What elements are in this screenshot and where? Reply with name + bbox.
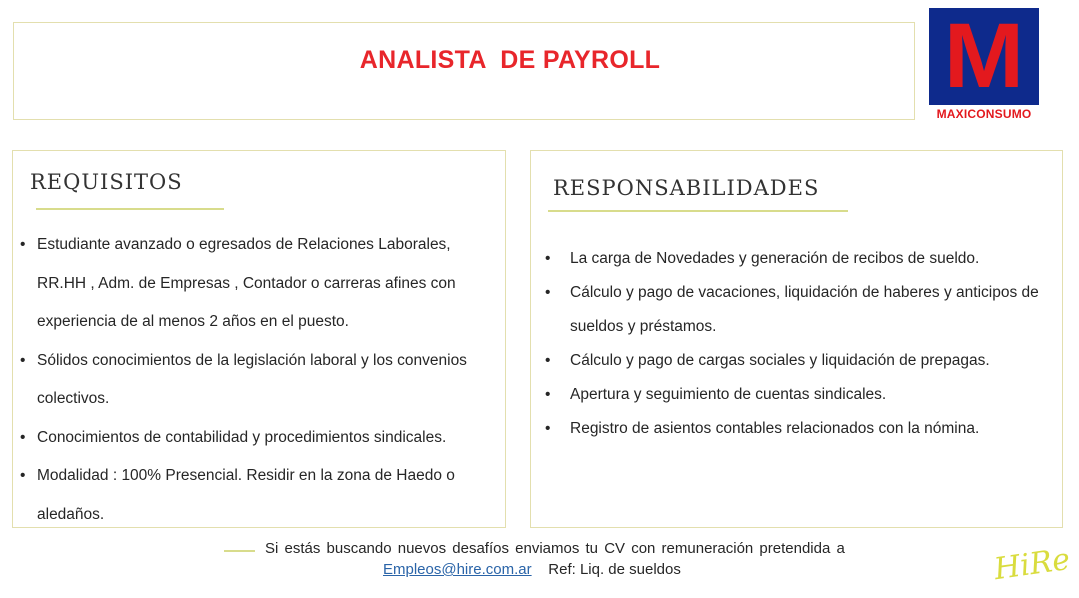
list-item: • Registro de asientos contables relacionados con la nómina. (545, 420, 980, 437)
responsabilidades-title: RESPONSABILIDADES (553, 176, 820, 200)
list-item-text: La carga de Novedades y generación de recibos de sueldo. (570, 250, 980, 267)
list-item-text: Sólidos conocimientos de la legislación laboral y los convenios colectivos. (37, 351, 467, 407)
list-item-text: Modalidad : 100% Presencial. Residir en la zona de Haedo o aledaños. (37, 467, 455, 523)
footer-contact (383, 561, 681, 578)
responsabilidades-list (545, 242, 1050, 446)
footer-cta: Si estás buscando nuevos desafíos enviamos tu CV con remuneración pretendida a (265, 540, 845, 557)
reference-text: Ref: Liq. de sueldos (548, 561, 681, 578)
list-item-text: Apertura y seguimiento de cuentas sindicales. (570, 386, 887, 403)
list-item-text: Estudiante avanzado o egresados de Relaciones Laborales, RR.HH , Adm. de Empresas , Contador o carreras afines con experiencia de al menos 2 años en el puesto. (37, 236, 456, 330)
list-item: • Cálculo y pago de cargas sociales y liquidación de prepagas. (545, 352, 990, 369)
logo-name: MAXICONSUMO (936, 107, 1032, 121)
requisitos-list (20, 226, 494, 534)
list-item-text: Cálculo y pago de vacaciones, liquidación de haberes y anticipos de sueldos y préstamos. (570, 284, 1039, 335)
list-item-text: Conocimientos de contabilidad y procedimientos sindicales. (37, 428, 447, 446)
maxiconsumo-logo (929, 5, 1039, 121)
responsabilidades-underline (548, 210, 848, 212)
email-link[interactable]: Empleos@hire.com.ar (383, 561, 532, 578)
requisitos-title: REQUISITOS (30, 170, 183, 194)
footer-divider (224, 550, 255, 552)
page-title: ANALISTA DE PAYROLL (359, 46, 661, 74)
list-item: • Cálculo y pago de vacaciones, liquidación de haberes y anticipos de sueldos y préstamos. (545, 284, 1039, 335)
hire-signature-logo: HiRe (991, 541, 1073, 588)
requisitos-underline (36, 208, 224, 210)
list-item: • Modalidad : 100% Presencial. Residir en la zona de Haedo o aledaños. (20, 467, 455, 523)
list-item-text: Cálculo y pago de cargas sociales y liquidación de prepagas. (570, 352, 990, 369)
list-item: • Sólidos conocimientos de la legislación laboral y los convenios colectivos. (20, 351, 467, 407)
list-item: • La carga de Novedades y generación de recibos de sueldo. (545, 250, 980, 267)
list-item-text: Registro de asientos contables relacionados con la nómina. (570, 420, 980, 437)
list-item: • Conocimientos de contabilidad y procedimientos sindicales. (20, 428, 447, 446)
list-item: • Estudiante avanzado o egresados de Relaciones Laborales, RR.HH , Adm. de Empresas , Contador o carreras afines con experiencia de al menos 2 años en el puesto. (20, 236, 456, 330)
list-item: • Apertura y seguimiento de cuentas sindicales. (545, 386, 887, 403)
logo-letter: M (943, 5, 1025, 107)
